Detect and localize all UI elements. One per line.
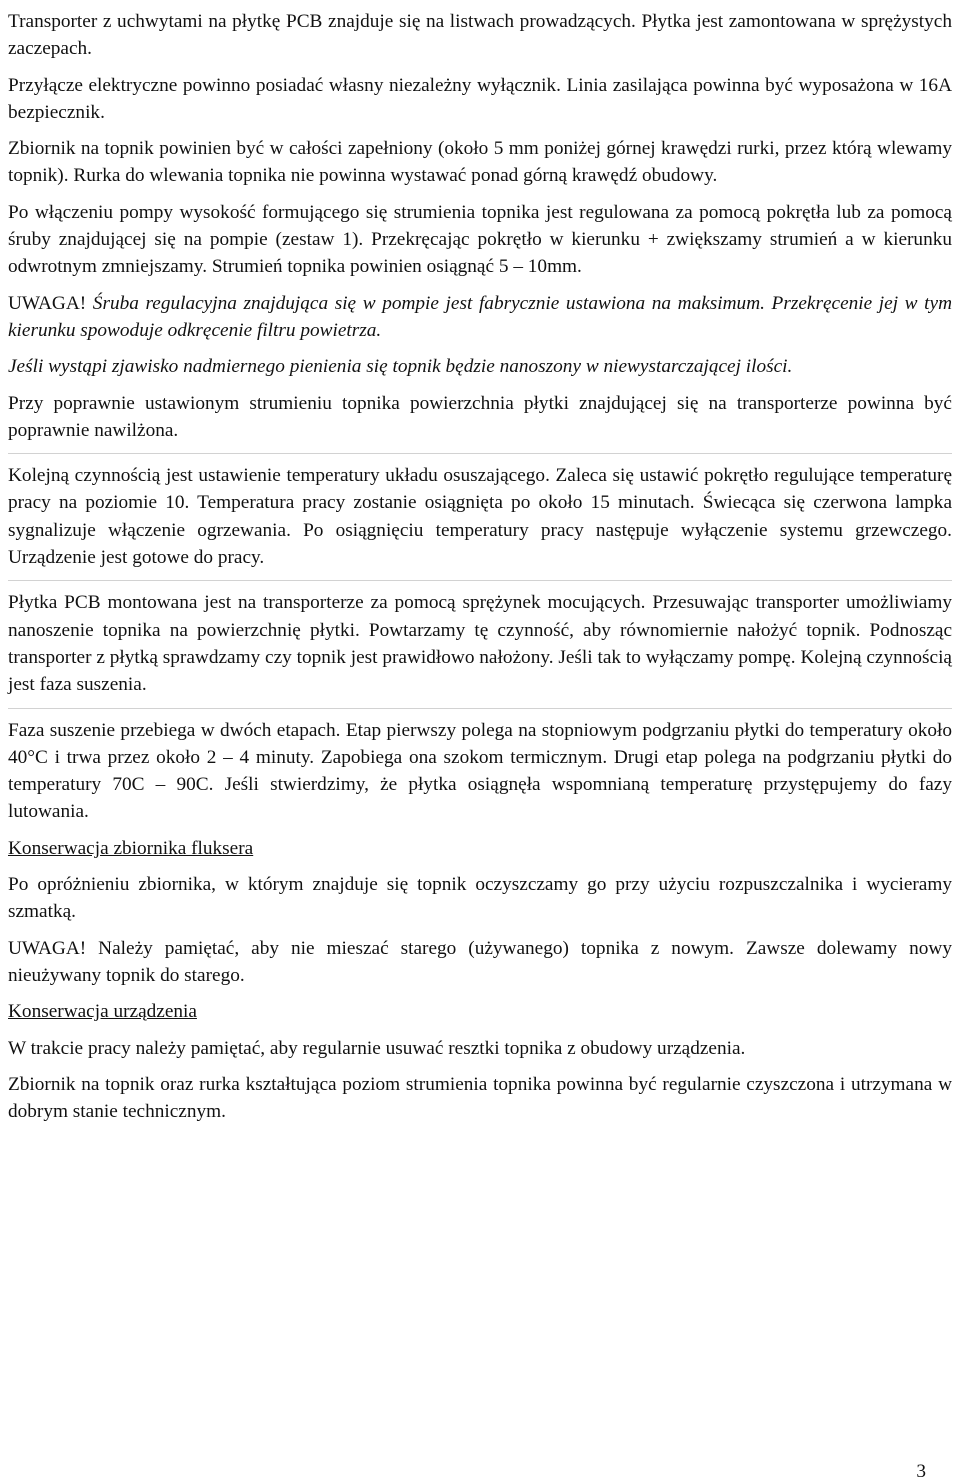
warning-flux-mixing xyxy=(8,935,952,990)
paragraph-pump-adjustment: Po włączeniu pompy wysokość formującego się strumienia topnika jest regulowana za pomocą pokrętła lub za pomocą śruby znajdującej się na pompie (zestaw 1). Przekręcając pokrętło w kierunku + zwiększamy strumień a w kierunku odwrotnym zmniejszamy. Strumień topnika powinien osiągnąć 5 – 10mm. xyxy=(8,201,952,278)
paragraph-foaming-note: Jeśli wystąpi zjawisko nadmiernego pienienia się topnik będzie nanoszony w niewystarczającej ilości. xyxy=(8,356,793,378)
paragraph-drying-phase: Faza suszenie przebiega w dwóch etapach. Etap pierwszy polega na stopniowym podgrzaniu płytki do temperatury około 40°C i trwa przez około 2 – 4 minuty. Zapobiega ona szokom termicznym. Drugi etap polega na podgrzaniu płytki do temperatury 70C – 90C. Jeśli stwierdzimy, że płytka osiągnęła wspomnianą temperaturę przystępujemy do fazy lutowania. xyxy=(8,708,952,826)
warning-label: UWAGA! xyxy=(8,292,87,314)
warning-text: Śruba regulacyjna znajdująca się w pompie jest fabrycznie ustawiona na maksimum. Przekręcenie jej w tym kierunku spowoduje odkręcenie filtru powietrza. xyxy=(8,292,952,341)
paragraph-flux-tank: Zbiornik na topnik powinien być w całości zapełniony (około 5 mm poniżej górnej krawędzi rurki, przez którą wlewamy topnik). Rurka do wlewania topnika nie powinna wystawać ponad górną krawędź obudowy. xyxy=(8,138,952,187)
paragraph-tank-cleaning: Po opróżnieniu zbiornika, w którym znajduje się topnik oczyszczamy go przy użyciu rozpuszczalnika i wycieramy szmatką. xyxy=(8,874,952,923)
document-page xyxy=(8,8,952,1134)
warning-label: UWAGA! xyxy=(8,937,87,959)
paragraph-electrical-connection: Przyłącze elektryczne powinno posiadać własny niezależny wyłącznik. Linia zasilająca powinna być wyposażona w 16A bezpiecznik. xyxy=(8,74,952,123)
warning-text: Należy pamiętać, aby nie mieszać starego (używanego) topnika z nowym. Zawsze dolewamy nowy nieużywany topnik do starego. xyxy=(8,937,952,986)
paragraph-pcb-mounting: Płytka PCB montowana jest na transporterze za pomocą sprężynek mocujących. Przesuwając transporter umożliwiamy nanoszenie topnika na powierzchnię płytki. Powtarzamy tę czynność, aby równomiernie nałożyć topnik. Podnosząc transporter z płytką sprawdzamy czy topnik jest prawidłowo nałożony. Jeśli tak to wyłączamy pompę. Kolejną czynnością jest faza suszenia. xyxy=(8,580,952,698)
heading-device-maintenance: Konserwacja urządzenia xyxy=(8,1001,197,1023)
paragraph-residue-removal: W trakcie pracy należy pamiętać, aby regularnie usuwać resztki topnika z obudowy urządzenia. xyxy=(8,1037,746,1059)
page-number: 3 xyxy=(916,1461,926,1482)
warning-screw xyxy=(8,290,952,345)
heading-flux-tank-maintenance: Konserwacja zbiornika fluksera xyxy=(8,837,254,859)
paragraph-regular-cleaning: Zbiornik na topnik oraz rurka kształtująca poziom strumienia topnika powinna być regularnie czyszczona i utrzymana w dobrym stanie technicznym. xyxy=(8,1073,952,1123)
paragraph-transporter: Transporter z uchwytami na płytkę PCB znajduje się na listwach prowadzących. Płytka jest zamontowana w sprężystych zaczepach. xyxy=(8,11,952,60)
paragraph-wetting: Przy poprawnie ustawionym strumieniu topnika powierzchnia płytki znajdującej się na transporterze powinna być poprawnie nawilżona. xyxy=(8,392,952,441)
paragraph-drying-temperature: Kolejną czynnością jest ustawienie temperatury układu osuszającego. Zaleca się ustawić pokrętło regulujące temperaturę pracy na poziomie 10. Temperatura pracy zostanie osiągnięta po około 15 minutach. Świecąca się czerwona lampka sygnalizuje włączenie ogrzewania. Po osiągnięciu temperatury pracy następuje wyłączenie systemu grzewczego. Urządzenie jest gotowe do pracy. xyxy=(8,453,952,571)
